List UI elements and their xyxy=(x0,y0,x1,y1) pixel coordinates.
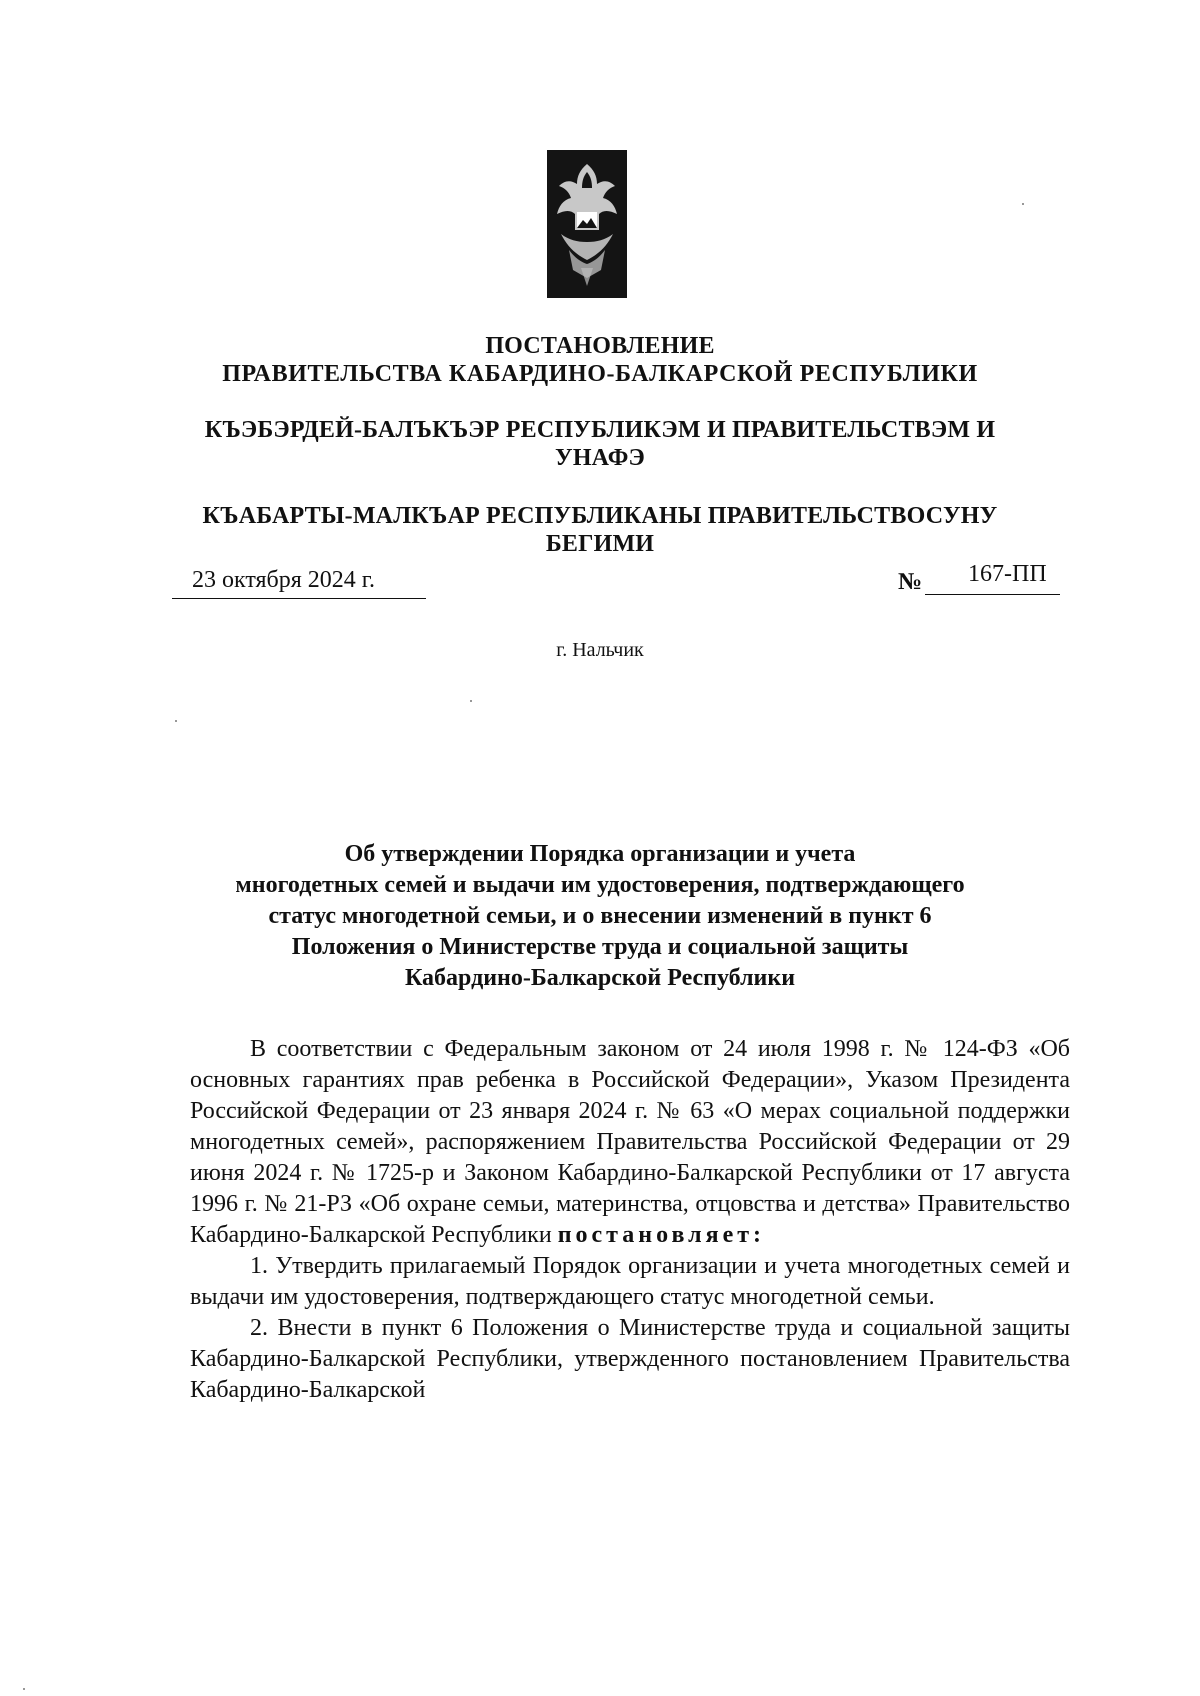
item-1-paragraph: 1. Утвердить прилагаемый Порядок организации и учета многодетных семей и выдачи им удостоверения, подтверждающего статус многодетной семьи. xyxy=(190,1253,1070,1310)
document-title-line1: Об утверждении Порядка организации и учета xyxy=(344,841,856,867)
item-2-paragraph: 2. Внести в пункт 6 Положения о Министерстве труда и социальной защиты Кабардино-Балкарской Республики, утвержденного постановлением Правительства Кабардино-Балкарской xyxy=(190,1315,1070,1403)
document-date: 23 октября 2024 г. xyxy=(192,567,375,593)
coat-of-arms-icon xyxy=(547,150,627,298)
document-title-line5: Кабардино-Балкарской Республики xyxy=(404,965,796,991)
number-underline xyxy=(925,594,1060,595)
city-label: г. Нальчик xyxy=(556,639,644,661)
issuer-heading-russian: ПРАВИТЕЛЬСТВА КАБАРДИНО-БАЛКАРСКОЙ РЕСПУБЛИКИ xyxy=(222,361,978,387)
scan-speck xyxy=(175,720,177,722)
number-label: № xyxy=(898,569,923,595)
issuer-heading-kabardian-line2: УНАФЭ xyxy=(555,445,645,471)
document-title-line2: многодетных семей и выдачи им удостоверения, подтверждающего xyxy=(235,872,965,898)
preamble-text: В соответствии с Федеральным законом от 24 июля 1998 г. № 124-ФЗ «Об основных гарантиях прав ребенка в Российской Федерации», Указом Президента Российской Федерации от 23 января 2024 г. № 63 «О мерах социальной поддержки многодетных семей», распоряжением Правительства Российской Федерации от 29 июня 2024 г. № 1725-р и Законом Кабардино-Балкарской Республики от 17 августа 1996 г. № 21-РЗ «Об охране семьи, материнства, отцовства и детства» Правительство Кабардино-Балкарской Республики xyxy=(190,1036,1070,1248)
document-number: 167-ПП xyxy=(968,561,1047,587)
preamble-paragraph xyxy=(190,1034,1070,1251)
scan-speck xyxy=(470,700,472,702)
scan-speck xyxy=(1022,203,1024,205)
doc-type-heading: ПОСТАНОВЛЕНИЕ xyxy=(485,333,715,359)
document-title-line4: Положения о Министерстве труда и социальной защиты xyxy=(291,934,909,960)
scan-speck xyxy=(23,1688,25,1690)
document-body xyxy=(190,1034,1070,1406)
issuer-heading-balkar-line1: КЪАБАРТЫ-МАЛКЪАР РЕСПУБЛИКАНЫ ПРАВИТЕЛЬСТВОСУНУ xyxy=(202,503,998,529)
document-title-line3: статус многодетной семьи, и о внесении изменений в пункт 6 xyxy=(268,903,932,929)
issuer-heading-kabardian-line1: КЪЭБЭРДЕЙ-БАЛЪКЪЭР РЕСПУБЛИКЭМ И ПРАВИТЕЛЬСТВЭМ И xyxy=(204,417,996,443)
resolves-keyword: постановляет: xyxy=(557,1222,766,1248)
date-underline xyxy=(172,598,426,599)
issuer-heading-balkar-line2: БЕГИМИ xyxy=(545,531,655,557)
